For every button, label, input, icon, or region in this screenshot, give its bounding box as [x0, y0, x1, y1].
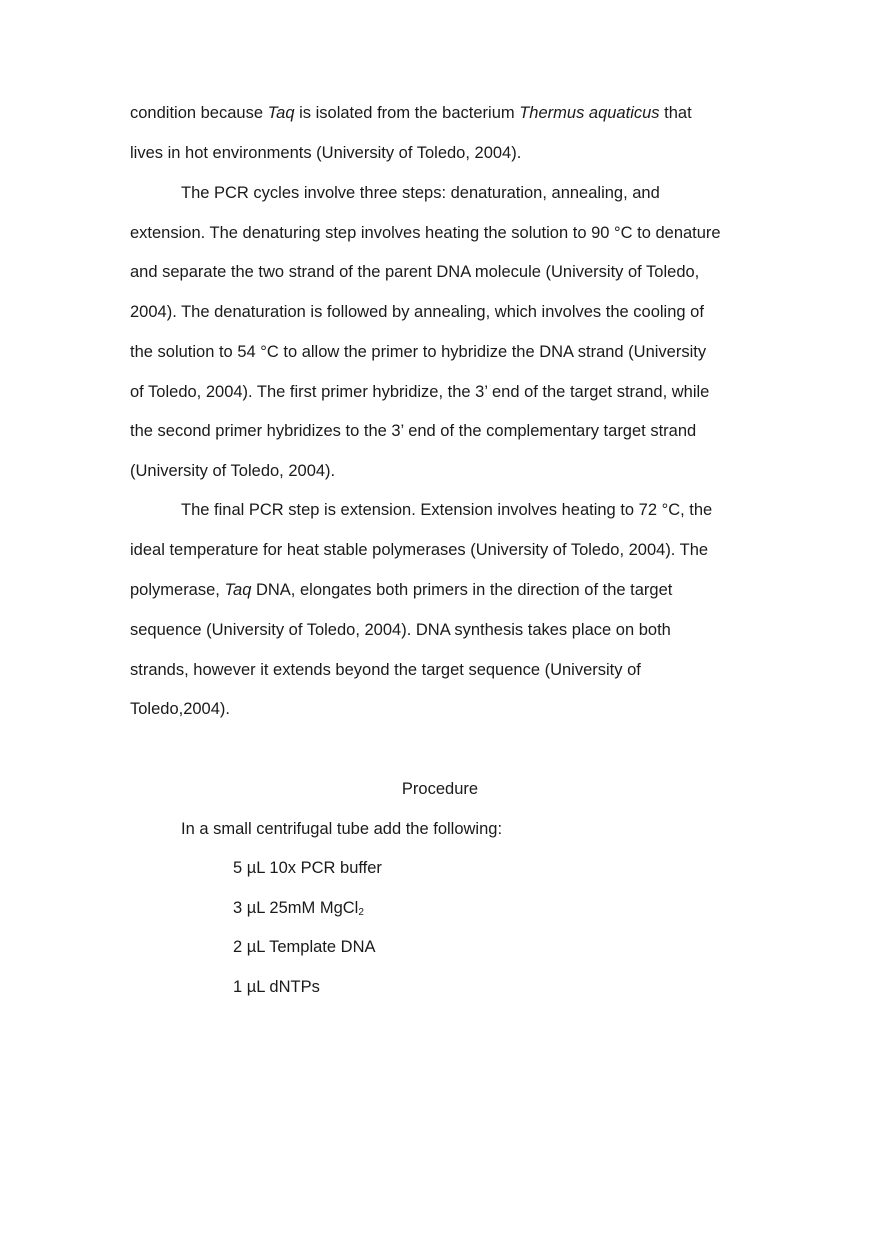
body-line: (University of Toledo, 2004). [130, 462, 336, 480]
body-line: The PCR cycles involve three steps: denaturation, annealing, and [181, 184, 660, 202]
body-line: the second primer hybridizes to the 3’ end of the complementary target strand [130, 422, 697, 440]
text: is isolated from the bacterium [294, 104, 520, 122]
procedure-intro: In a small centrifugal tube add the following: [181, 820, 503, 838]
body-line: strands, however it extends beyond the target sequence (University of [130, 661, 641, 679]
body-line [130, 103, 692, 123]
italic-term: Taq [267, 104, 295, 122]
body-line: of Toledo, 2004). The first primer hybridize, the 3’ end of the target strand, while [130, 383, 710, 401]
reagent-item [233, 898, 364, 918]
reagent-item: 1 µL dNTPs [233, 978, 320, 996]
reagent-item: 2 µL Template DNA [233, 938, 376, 956]
text: polymerase, [130, 581, 225, 599]
body-line: Toledo,2004). [130, 700, 230, 718]
section-heading: Procedure [401, 780, 479, 798]
text: 3 µL 25mM MgCl [233, 899, 359, 917]
reagent-item: 5 µL 10x PCR buffer [233, 859, 382, 877]
text: DNA, elongates both primers in the direction of the target [251, 581, 673, 599]
text: that [659, 104, 692, 122]
italic-term: Thermus aquaticus [519, 104, 660, 122]
body-line: sequence (University of Toledo, 2004). DNA synthesis takes place on both [130, 621, 671, 639]
body-line: ideal temperature for heat stable polymerases (University of Toledo, 2004). The [130, 541, 709, 559]
subscript: 2 [358, 907, 364, 918]
body-line: lives in hot environments (University of Toledo, 2004). [130, 144, 522, 162]
body-line: and separate the two strand of the parent DNA molecule (University of Toledo, [130, 263, 700, 281]
body-line [130, 580, 672, 600]
body-line: The final PCR step is extension. Extension involves heating to 72 °C, the [181, 501, 713, 519]
body-line: 2004). The denaturation is followed by annealing, which involves the cooling of [130, 303, 704, 321]
italic-term: Taq [224, 581, 252, 599]
text: condition because [130, 104, 268, 122]
body-line: extension. The denaturing step involves heating the solution to 90 °C to denature [130, 224, 721, 242]
body-line: the solution to 54 °C to allow the primer to hybridize the DNA strand (University [130, 343, 707, 361]
